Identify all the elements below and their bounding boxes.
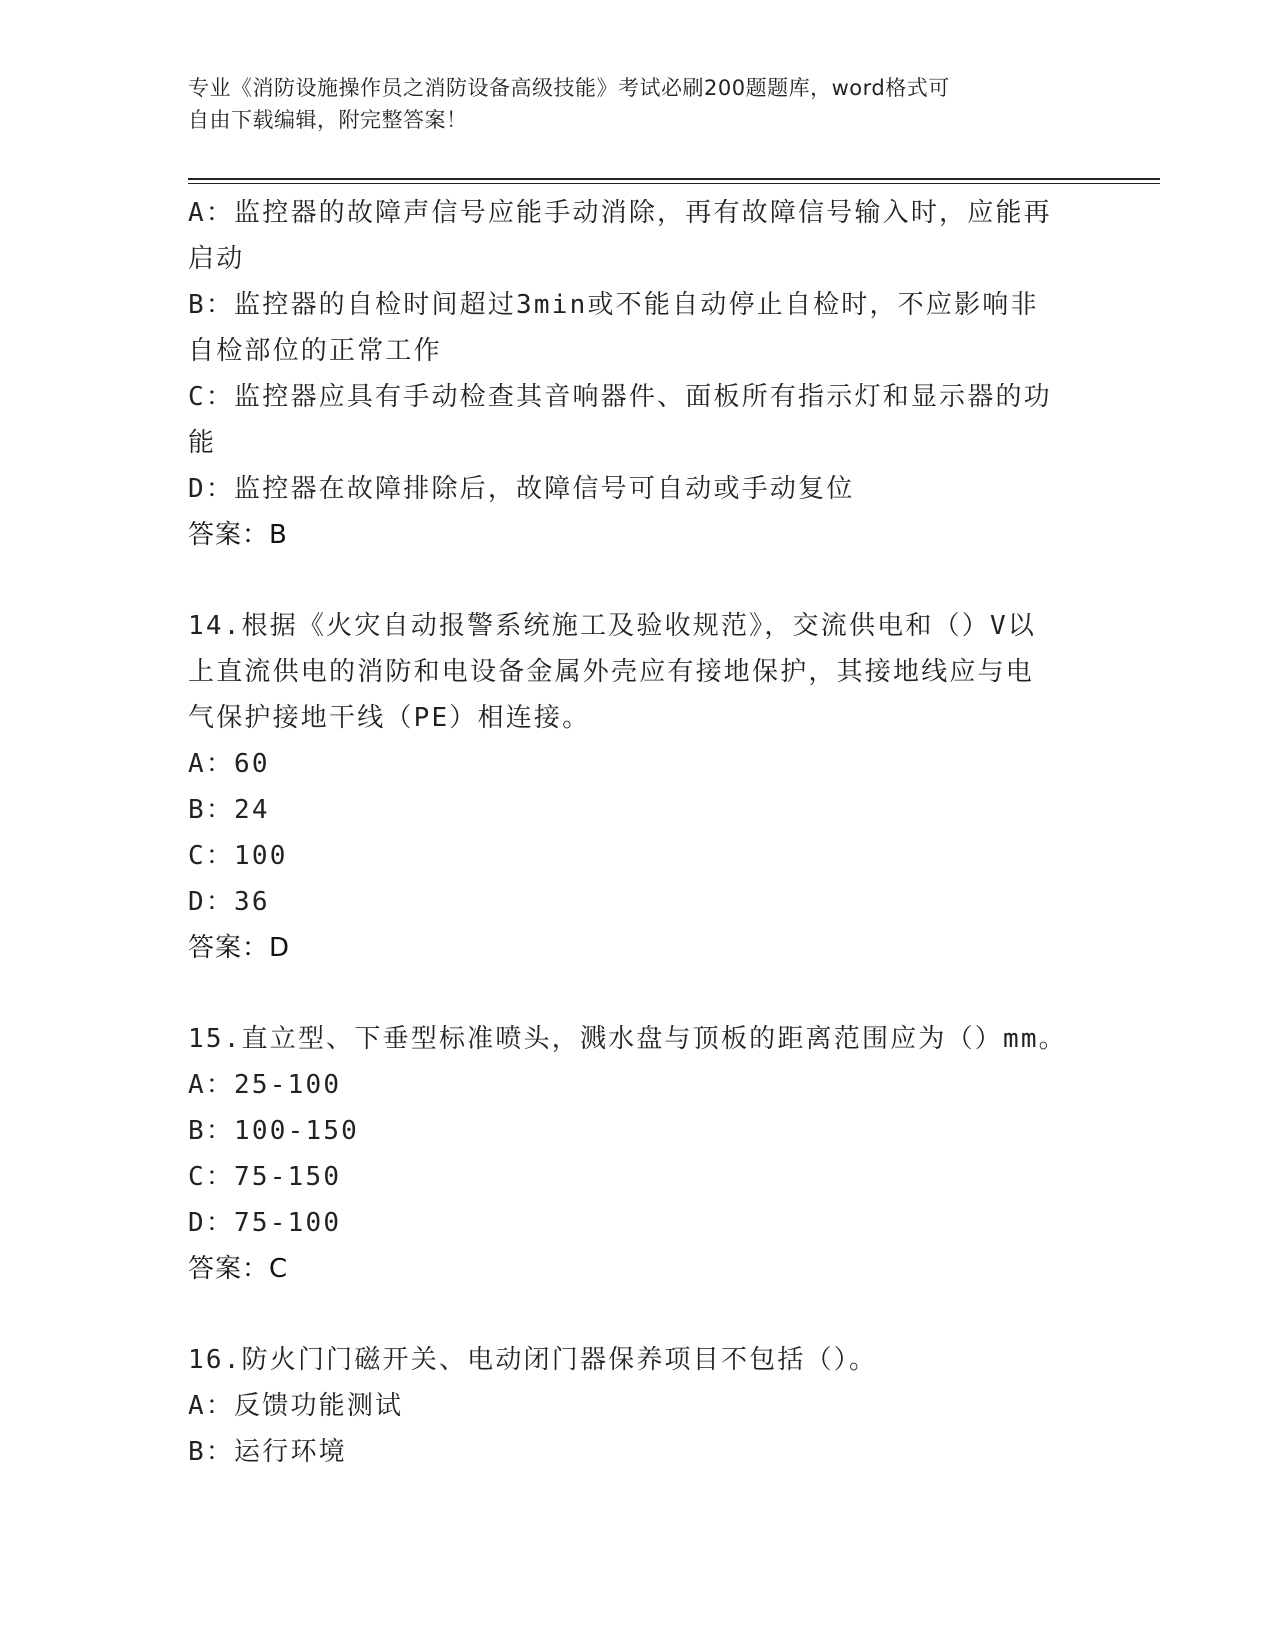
q16-option-a: A：反馈功能测试 — [188, 1391, 404, 1421]
question-content — [188, 190, 1088, 1475]
header-rule-thin — [188, 183, 1160, 184]
q13-option-b-line-1: B：监控器的自检时间超过3min或不能自动停止自检时，不应影响非 — [188, 290, 1039, 320]
q14-option-b: B：24 — [188, 795, 270, 825]
document-header — [188, 72, 1088, 136]
header-rule-thick — [188, 178, 1160, 180]
q13-option-b-line-2: 自检部位的正常工作 — [188, 336, 442, 366]
q14-stem-line-1: 14.根据《火灾自动报警系统施工及验收规范》，交流供电和（）V以 — [188, 611, 1037, 641]
q13-option-b — [188, 282, 1088, 374]
header-line-2: 自由下载编辑，附完整答案！ — [188, 108, 468, 132]
question-14 — [188, 603, 1088, 971]
q16-option-b: B：运行环境 — [188, 1437, 347, 1467]
q13-option-a-line-1: A：监控器的故障声信号应能手动消除，再有故障信号输入时，应能再 — [188, 198, 1052, 228]
q13-option-c — [188, 374, 1088, 466]
q14-stem-line-2: 上直流供电的消防和电设备金属外壳应有接地保护，其接地线应与电 — [188, 657, 1035, 687]
q14-answer: 答案：D — [188, 933, 291, 963]
q13-option-c-line-1: C：监控器应具有手动检查其音响器件、面板所有指示灯和显示器的功 — [188, 382, 1052, 412]
q14-option-c: C：100 — [188, 841, 288, 871]
question-15 — [188, 1016, 1088, 1292]
q13-option-a-line-2: 启动 — [188, 244, 245, 274]
q13-option-d-line-1: D：监控器在故障排除后，故障信号可自动或手动复位 — [188, 474, 855, 504]
question-16 — [188, 1337, 1088, 1475]
q15-option-a: A：25-100 — [188, 1070, 342, 1100]
q15-stem-line-1: 15.直立型、下垂型标准喷头，溅水盘与顶板的距离范围应为（）mm。 — [188, 1024, 1067, 1054]
q14-stem-line-3: 气保护接地干线（PE）相连接。 — [188, 703, 591, 733]
q15-answer: 答案：C — [188, 1254, 289, 1284]
q15-option-c: C：75-150 — [188, 1162, 342, 1192]
q13-option-c-line-2: 能 — [188, 428, 217, 458]
q13-answer: 答案：B — [188, 520, 288, 550]
header-line-1: 专业《消防设施操作员之消防设备高级技能》考试必刷200题题库，word格式可 — [188, 76, 950, 100]
question-13 — [188, 190, 1088, 558]
q15-option-b: B：100-150 — [188, 1116, 360, 1146]
q14-option-a: A：60 — [188, 749, 270, 779]
q15-option-d: D：75-100 — [188, 1208, 342, 1238]
q13-option-a — [188, 190, 1088, 282]
q14-option-d: D：36 — [188, 887, 270, 917]
q16-stem-line-1: 16.防火门门磁开关、电动闭门器保养项目不包括（）。 — [188, 1345, 878, 1375]
q13-option-d — [188, 466, 1088, 512]
